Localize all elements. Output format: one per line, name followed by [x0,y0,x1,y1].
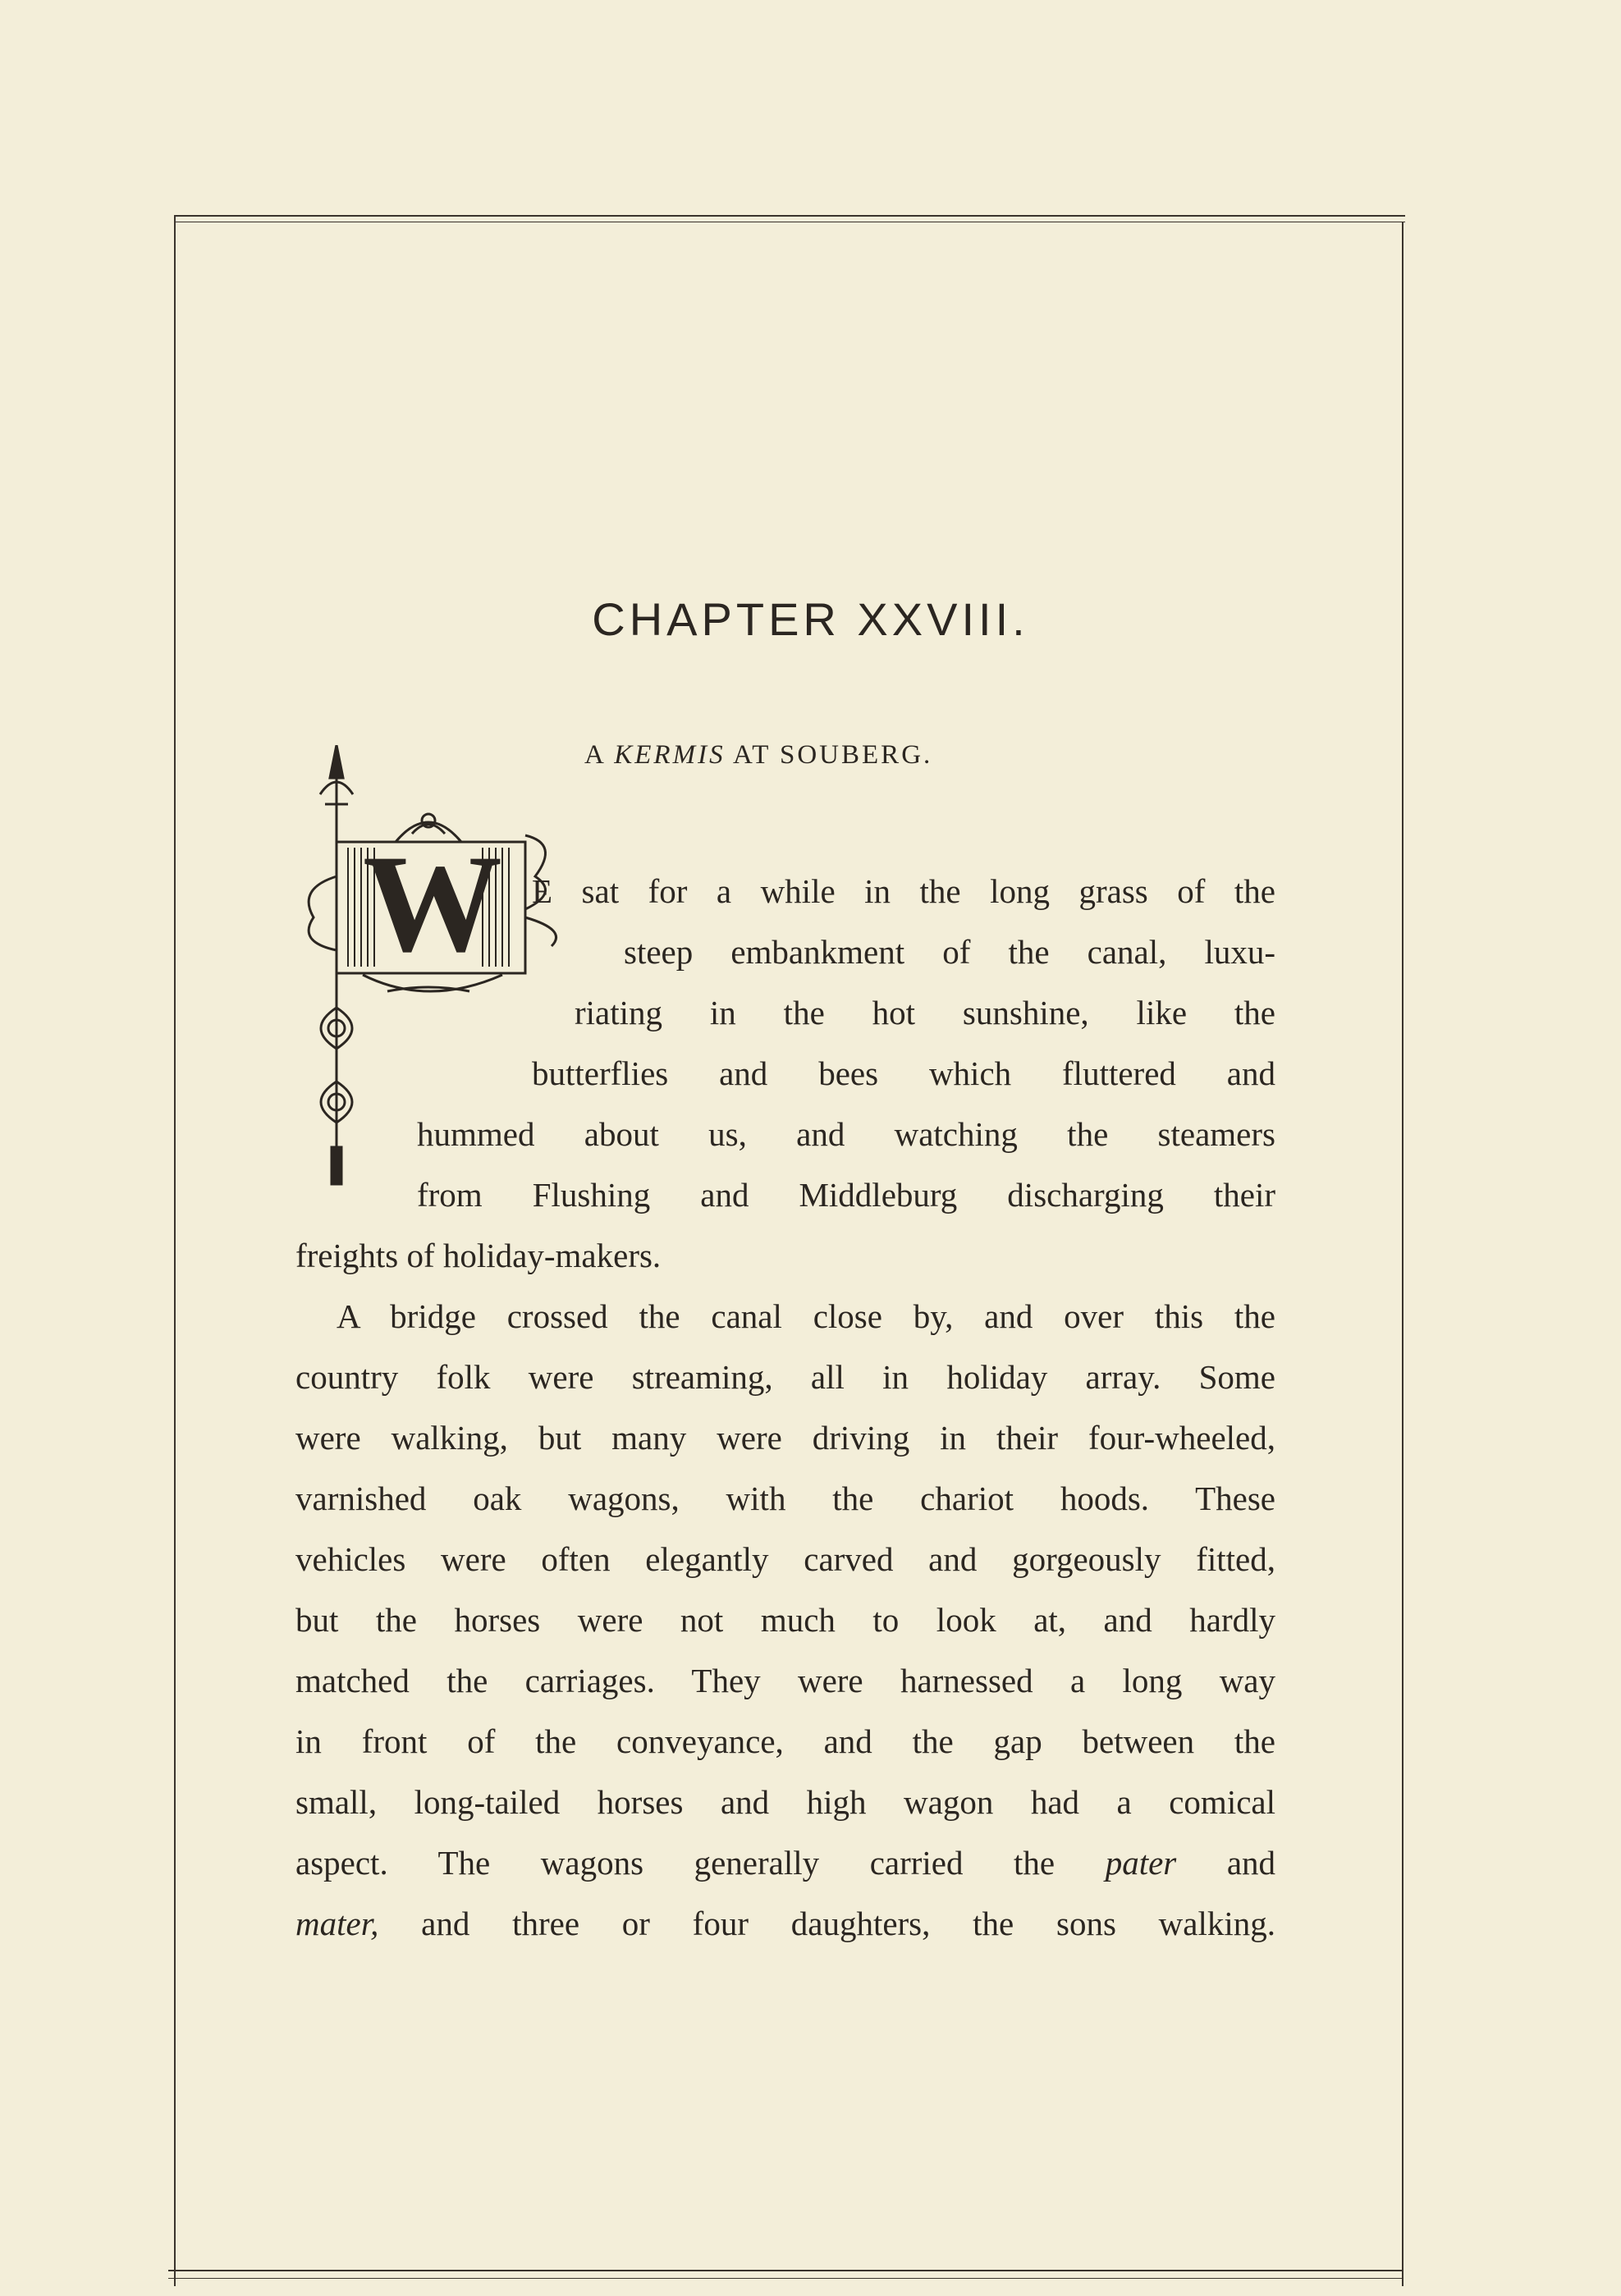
subtitle-prefix: A [584,740,606,770]
text-line: but the horses were not much to look at, and hardly [295,1601,1275,1639]
frame-rule-bottom-inner [168,2278,1403,2279]
text-line: varnished oak wagons, with the chariot hoods. These [295,1480,1275,1517]
frame-rule-right [1402,222,1403,2286]
frame-rule-left [174,215,176,2286]
text-line: riating in the hot sunshine, like the [575,994,1275,1031]
aspect-before: aspect. The wagons generally carried the [295,1844,1055,1882]
aspect-after: and [1226,1844,1276,1882]
dropcap-letter: W [363,826,502,981]
text-line-mater [295,1907,1275,1941]
text-line-aspect [295,1846,1275,1880]
subtitle-italic: KERMIS [614,740,726,770]
text-line: E sat for a while in the long grass of the [532,872,1275,910]
text-line: steep embankment of the canal, luxu- [624,933,1275,971]
chapter-title: CHAPTER XXVIII. [592,593,1029,645]
text-line: vehicles were often elegantly carved and gorgeously fitted, [295,1540,1275,1578]
text-line: in front of the conveyance, and the gap between the [295,1722,1275,1760]
chapter-subtitle [584,740,932,771]
mater-italic: mater, [295,1905,379,1942]
frame-rule-bottom [168,2270,1403,2271]
mater-after: and three or four daughters, the sons walking. [421,1905,1275,1942]
text-line: butterflies and bees which fluttered and [532,1054,1275,1092]
frame-rule-top [174,215,1405,217]
text-line: hummed about us, and watching the steamers [417,1115,1275,1153]
text-line: A bridge crossed the canal close by, and over this the [337,1297,1275,1335]
aspect-italic: pater [1105,1844,1177,1882]
text-line: freights of holiday-makers. [295,1237,662,1274]
text-line: small, long-tailed horses and high wagon had a comical [295,1783,1275,1821]
text-line: matched the carriages. They were harnessed a long way [295,1662,1275,1699]
text-line: from Flushing and Middleburg discharging their [417,1176,1275,1214]
text-line: country folk were streaming, all in holiday array. Some [295,1358,1275,1396]
subtitle-suffix: AT SOUBERG. [733,740,933,770]
text-line: were walking, but many were driving in their four-wheeled, [295,1419,1275,1457]
